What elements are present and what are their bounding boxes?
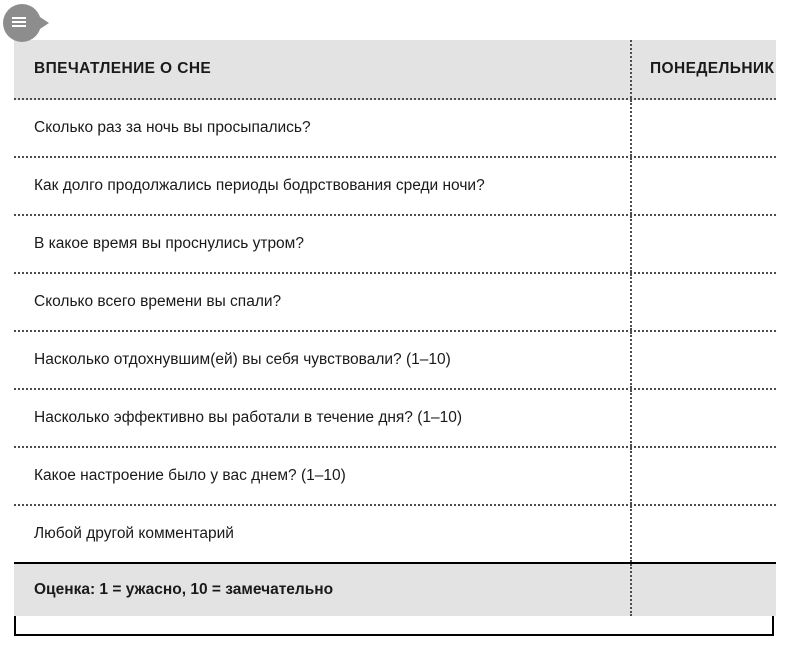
table-row: [14, 506, 776, 564]
question-label: Как долго продолжались периоды бодрствования среди ночи?: [34, 177, 485, 194]
question-label: Сколько раз за ночь вы просыпались?: [34, 119, 311, 136]
question-label: Насколько эффективно вы работали в течение дня? (1–10): [34, 409, 463, 426]
table-row: [14, 332, 776, 390]
header-label: ВПЕЧАТЛЕНИЕ О СНЕ: [34, 60, 212, 77]
table-row: [14, 448, 776, 506]
question-label: Какое настроение было у вас днем? (1–10): [34, 467, 346, 484]
table-row: [14, 390, 776, 448]
header-column-monday: ПОНЕДЕЛЬНИК: [630, 40, 776, 98]
table-row: [14, 274, 776, 332]
answer-cell[interactable]: [630, 216, 776, 272]
table-row: [14, 158, 776, 216]
question-label: Любой другой комментарий: [34, 525, 234, 542]
table-header-row: [14, 40, 776, 100]
answer-cell[interactable]: [630, 506, 776, 562]
answer-cell[interactable]: [630, 158, 776, 214]
footer-empty-cell: [630, 564, 776, 616]
question-label: В какое время вы проснулись утром?: [34, 235, 304, 252]
table-row: [14, 100, 776, 158]
answer-cell[interactable]: [630, 332, 776, 388]
answer-cell[interactable]: [630, 274, 776, 330]
badge-triangle: [31, 11, 49, 35]
answer-cell[interactable]: [630, 100, 776, 156]
table-row: [14, 216, 776, 274]
badge-bars: [12, 17, 28, 29]
table-footer-row: [14, 564, 776, 616]
rating-legend: Оценка: 1 = ужасно, 10 = замечательно: [34, 581, 334, 598]
answer-cell[interactable]: [630, 448, 776, 504]
answer-cell[interactable]: [630, 390, 776, 446]
question-label: Сколько всего времени вы спали?: [34, 293, 282, 310]
sleep-impression-table: [14, 40, 776, 616]
question-label: Насколько отдохнувшим(ей) вы себя чувствовали? (1–10): [34, 351, 451, 368]
arrow-right-badge-icon: [3, 4, 49, 42]
